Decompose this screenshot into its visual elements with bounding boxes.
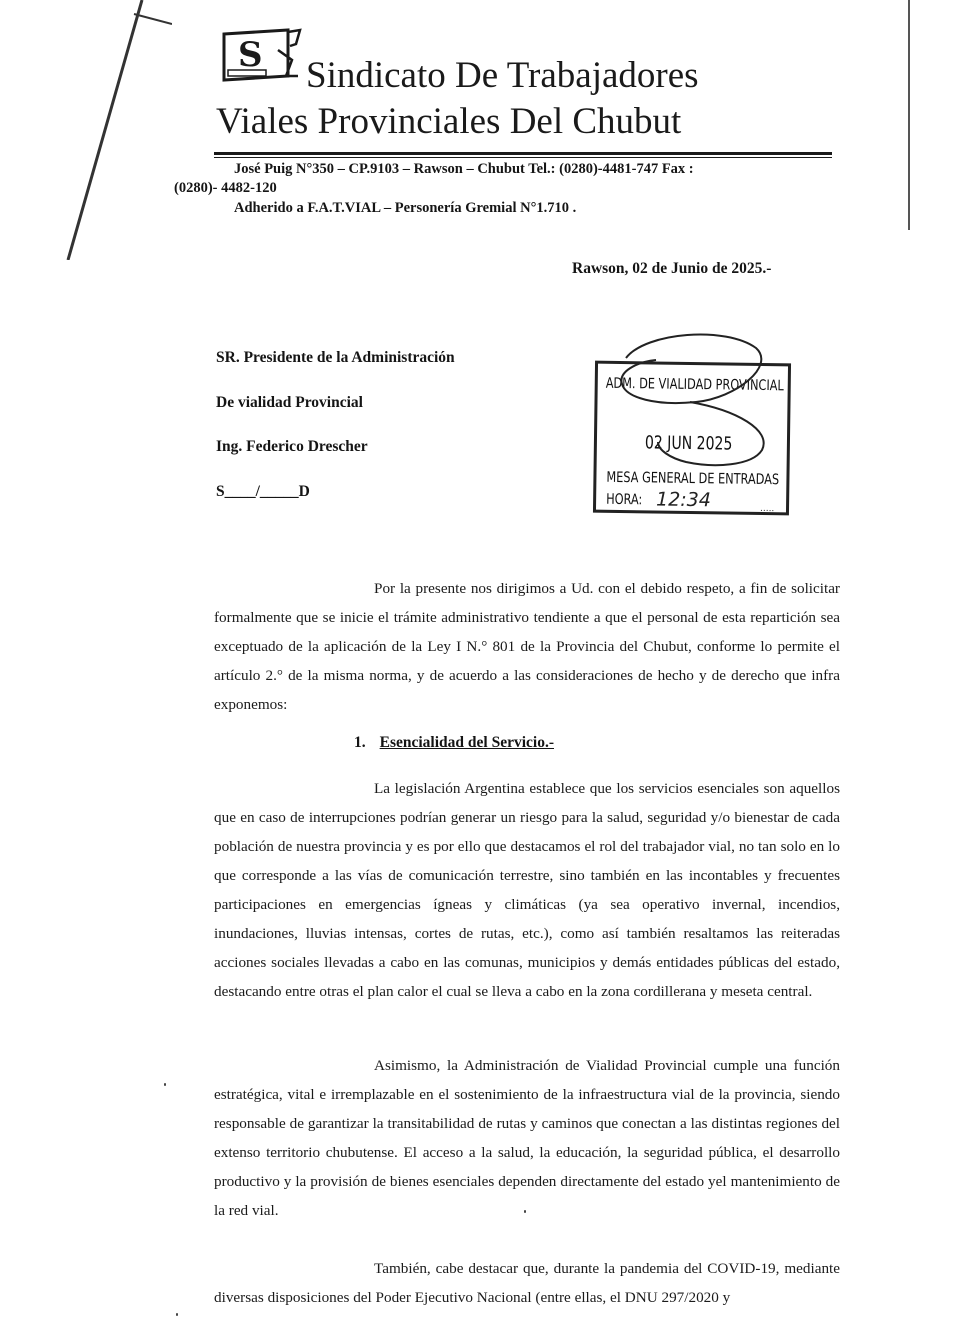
svg-text:S: S [238,35,263,75]
letterhead-title-line2: Viales Provinciales Del Chubut [216,101,682,142]
recipient-line2: De vialidad Provincial [216,394,363,411]
letterhead-address-line1: José Puig N°350 – CP.9103 – Rawson – Chubut Tel.: (0280)-4481-747 Fax : [234,161,694,177]
body-paragraph-1: Por la presente nos dirigimos a Ud. con el debido respeto, a fin de solicitar formalmente que se inicie el trámite administrativo tendiente a que el personal de esta repartición sea exceptuado de la aplicación de la Ley I N.° 801 de la Provincia del Chubut, conforme lo permite el artículo 2.° de la misma norma, y de acuerdo a las consideraciones de hecho y de derecho que infra exponemos: [214,580,840,713]
stamp-hora-label: HORA: [606,491,643,509]
section-heading-1 [354,734,554,752]
letterhead-title-line1: Sindicato De Trabajadores [306,55,699,96]
scan-speck [524,1210,526,1213]
stamp-date: 02 JUN 2025 [644,432,733,455]
letterhead-rule-thin [214,157,832,158]
stamp-desk-line: MESA GENERAL DE ENTRADAS [606,469,780,489]
section-title: Esencialidad del Servicio.- [379,734,554,751]
scan-speck [176,1313,178,1316]
union-s-logo-icon [218,26,302,88]
stamp-office-line: ADM. DE VIALIDAD PROVINCIAL [605,375,784,395]
page-edge-left [62,0,172,260]
letterhead-address-line2: (0280)- 4482-120 [174,180,277,196]
letterhead-address-line3: Adherido a F.A.T.VIAL – Personería Gremial N°1.710 . [234,200,577,216]
page-edge-right [908,0,910,230]
body-paragraph-2: La legislación Argentina establece que los servicios esenciales son aquellos que en caso de interrupciones podrían generar un riesgo para la salud, seguridad y/o bienestar de cada población de nuestra provincia y es por ello que destacamos el rol del trabajador vial, no tan solo en lo que corresponde a las vías de comunicación terrestre, sino también en las incontables y frecuentes participaciones en emergencias ígneas y climáticas (ya sea operativo invernal, incendios, inundaciones, lluvias intensas, cortes de rutas, etc.), como así también resaltamos las reiteradas acciones sociales llevadas a cabo en las comunas, municipios y demás entidades públicas del estado, destacando entre otras el plan calor el cual se lleva a cabo en la zona cordillerana y meseta central. [214,780,840,1000]
body-paragraph-4: También, cabe destacar que, durante la pandemia del COVID-19, mediante diversas disposiciones del Poder Ejecutivo Nacional (entre ellas, el DNU 297/2020 y [214,1260,840,1306]
recipient-line1: SR. Presidente de la Administración [216,349,455,366]
stamp-hora-value: 12:34 [655,488,712,512]
stamp-dots: ..... [759,503,775,515]
recipient-line4: S____/_____D [216,483,310,500]
handwritten-mark-icon [586,326,776,526]
date-line: Rawson, 02 de Junio de 2025.- [572,260,772,277]
body-paragraph-3: Asimismo, la Administración de Vialidad Provincial cumple una función estratégica, vital e irremplazable en el sostenimiento de la infraestructura vial de la provincia, siendo responsable de garantizar la transitabilidad de rutas y caminos que conectan a las distintas regiones del extenso territorio chubutense. El acceso a la salud, la educación, la seguridad pública, el desarrollo productivo y la provisión de bienes esenciales dependen directamente del estado yel mantenimiento de la red vial. [214,1057,840,1219]
letterhead-rule [214,152,832,155]
scan-speck [164,1083,166,1086]
section-number: 1. [354,734,366,751]
recipient-line3: Ing. Federico Drescher [216,438,368,455]
